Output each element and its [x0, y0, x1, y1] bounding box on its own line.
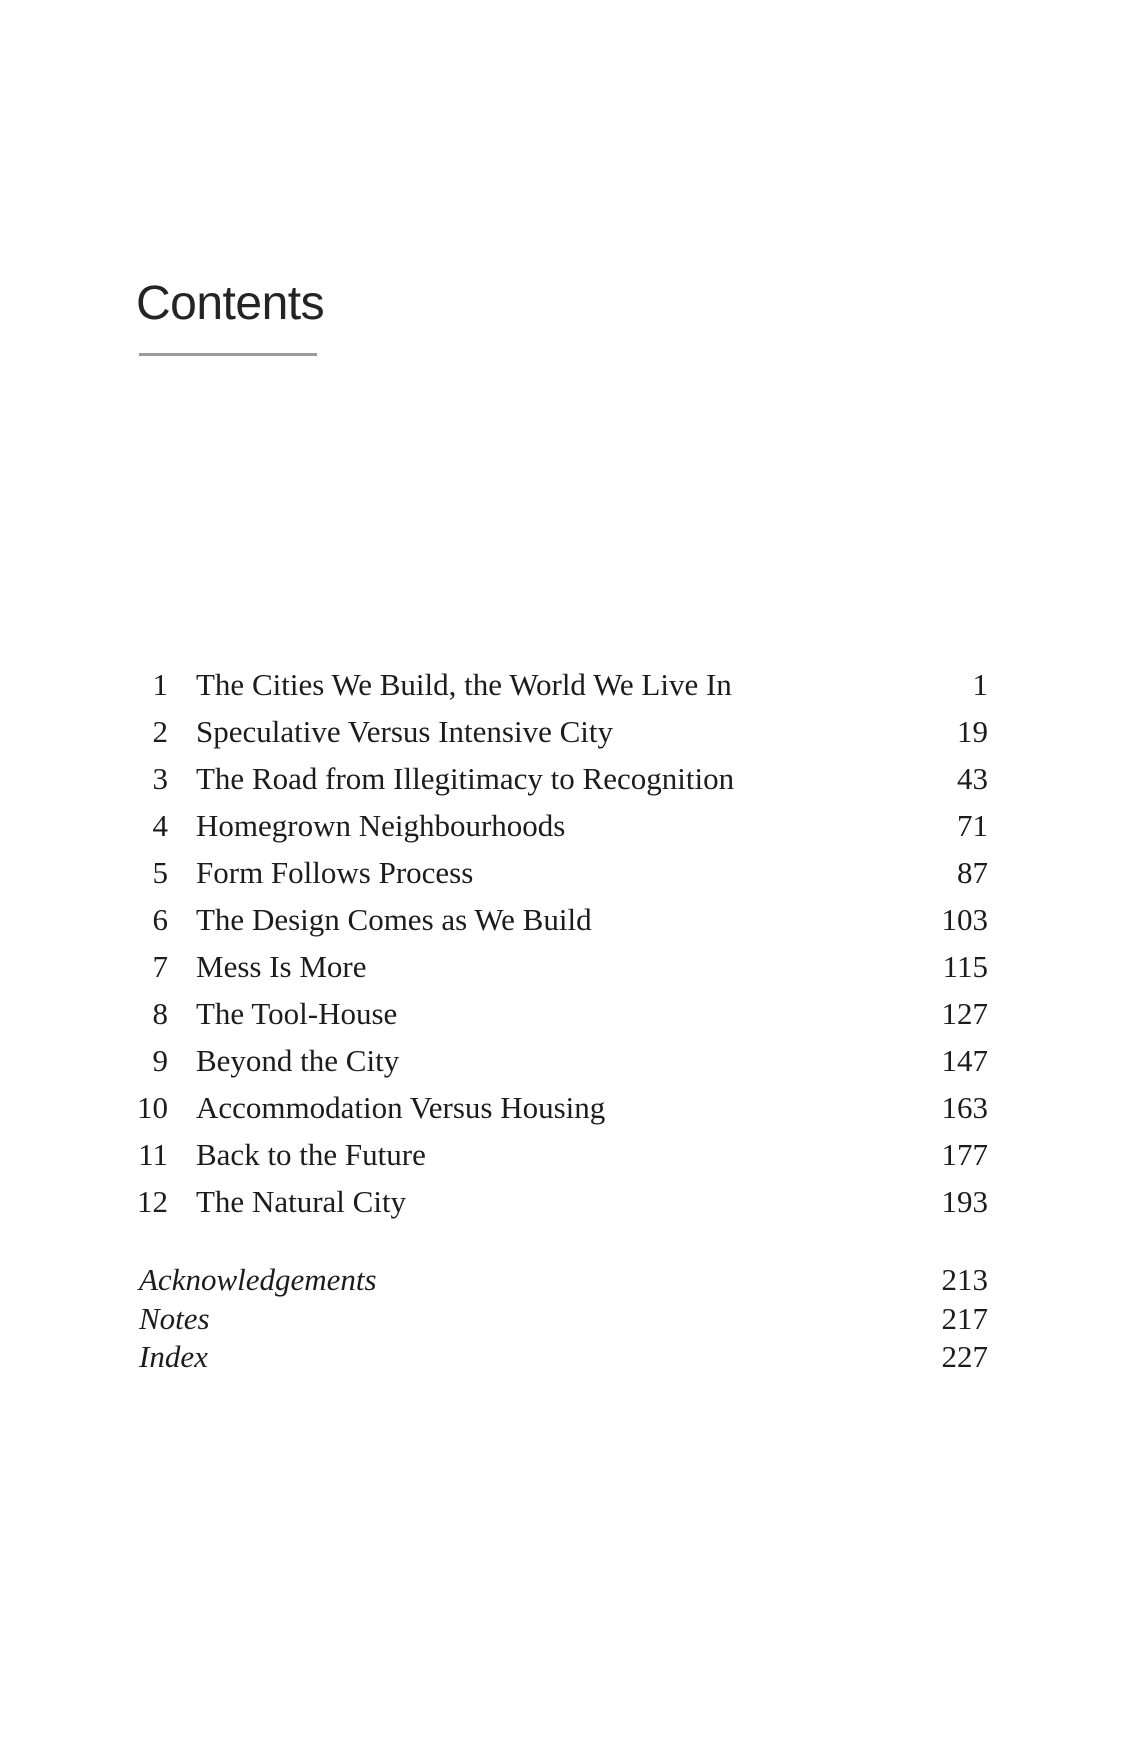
- toc-chapter-row: [123, 802, 988, 849]
- chapter-page-number: 19: [957, 714, 988, 749]
- chapter-title: Accommodation Versus Housing: [196, 1090, 606, 1125]
- chapter-page-number: 115: [942, 949, 988, 984]
- chapter-page-number: 87: [957, 855, 988, 890]
- toc-chapter-row: [123, 1037, 988, 1084]
- backmatter-title: Acknowledgements: [139, 1262, 377, 1297]
- backmatter-title: Notes: [139, 1300, 210, 1336]
- chapter-title: The Natural City: [196, 1184, 407, 1219]
- chapter-title: The Design Comes as We Build: [196, 902, 592, 937]
- chapter-page-number: 43: [957, 761, 988, 796]
- chapter-number: 2: [152, 714, 168, 749]
- chapter-page-number: 177: [941, 1137, 988, 1172]
- chapter-number: 11: [138, 1137, 168, 1172]
- chapter-number: 12: [137, 1184, 168, 1219]
- toc-backmatter-row: [139, 1338, 988, 1377]
- backmatter-page-number: 217: [941, 1300, 988, 1336]
- chapter-number: 3: [152, 761, 168, 796]
- toc-backmatter-row: [139, 1300, 988, 1339]
- chapter-number: 9: [152, 1043, 168, 1078]
- chapter-number: 4: [152, 808, 168, 843]
- chapter-page-number: 1: [972, 667, 988, 702]
- toc-chapter-row: [123, 990, 988, 1037]
- back-matter-list: [139, 1261, 988, 1377]
- backmatter-page-number: 213: [941, 1262, 988, 1297]
- toc-chapter-row: [123, 849, 988, 896]
- chapter-page-number: 163: [941, 1090, 988, 1125]
- page-title: Contents: [136, 277, 325, 330]
- chapter-number: 5: [152, 855, 168, 890]
- toc-chapter-row: [123, 1084, 988, 1131]
- chapter-page-number: 127: [941, 996, 988, 1031]
- chapter-number: 6: [152, 902, 168, 937]
- chapter-page-number: 71: [957, 808, 988, 843]
- title-underline-rule: [139, 353, 317, 356]
- toc-chapter-row: [123, 1131, 988, 1178]
- chapter-list: [123, 661, 988, 1225]
- toc-chapter-row: [123, 661, 988, 708]
- chapter-number: 8: [152, 996, 168, 1031]
- chapter-number: 10: [137, 1090, 168, 1125]
- chapter-page-number: 193: [941, 1184, 988, 1219]
- chapter-title: Beyond the City: [196, 1043, 400, 1078]
- chapter-title: Homegrown Neighbourhoods: [196, 808, 566, 843]
- backmatter-title: Index: [139, 1339, 208, 1375]
- toc-chapter-row: [123, 708, 988, 755]
- toc-backmatter-row: [139, 1261, 988, 1300]
- backmatter-page-number: 227: [941, 1339, 988, 1375]
- toc-chapter-row: [123, 943, 988, 990]
- chapter-number: 1: [152, 667, 168, 702]
- chapter-title: Form Follows Process: [196, 855, 474, 890]
- chapter-title: Mess Is More: [196, 949, 367, 984]
- toc-chapter-row: [123, 755, 988, 802]
- toc-chapter-row: [123, 896, 988, 943]
- chapter-number: 7: [152, 949, 168, 984]
- chapter-title: Speculative Versus Intensive City: [196, 714, 614, 749]
- chapter-page-number: 103: [941, 902, 988, 937]
- chapter-page-number: 147: [941, 1043, 988, 1078]
- chapter-title: The Cities We Build, the World We Live In: [196, 667, 732, 702]
- toc-chapter-row: [123, 1178, 988, 1225]
- chapter-title: The Tool-House: [196, 996, 398, 1031]
- chapter-title: The Road from Illegitimacy to Recognition: [196, 761, 735, 796]
- chapter-title: Back to the Future: [196, 1137, 426, 1172]
